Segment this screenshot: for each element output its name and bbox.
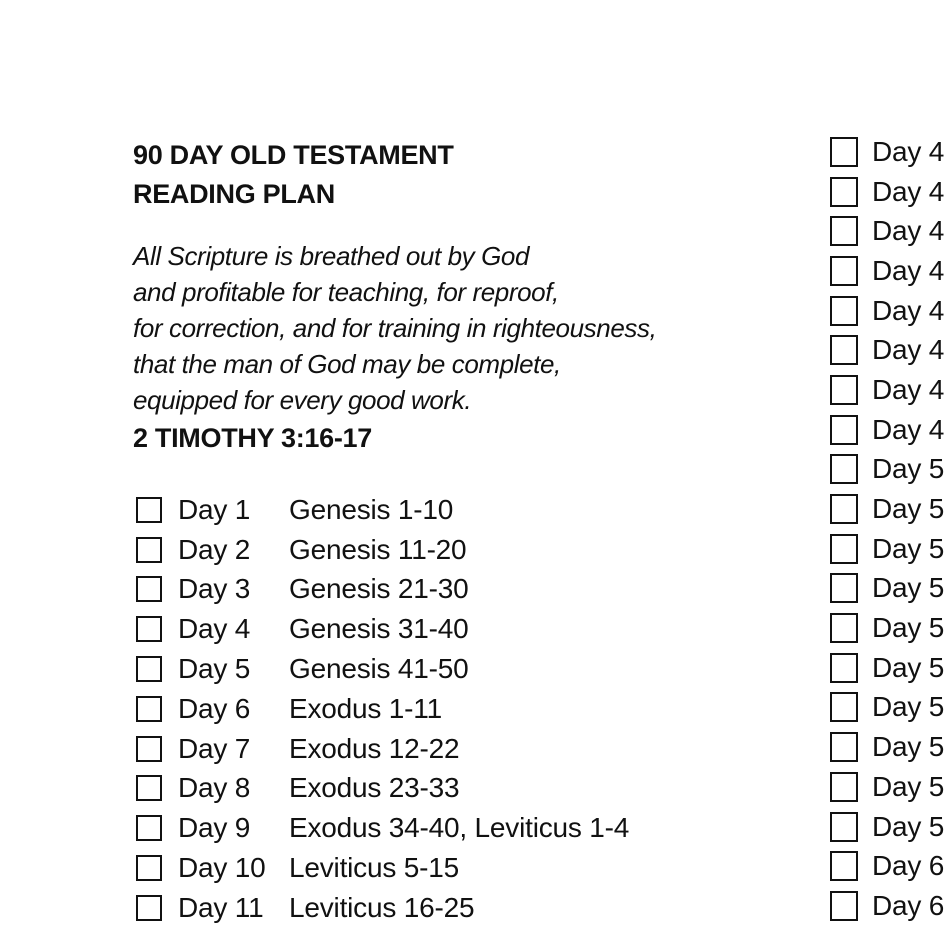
day-checkbox[interactable] bbox=[830, 772, 858, 802]
day-checkbox[interactable] bbox=[136, 616, 162, 642]
reading-text: Genesis 11-20 bbox=[289, 533, 467, 565]
reading-row bbox=[830, 172, 944, 212]
day-label: Day 6 bbox=[872, 889, 945, 921]
day-checkbox[interactable] bbox=[136, 497, 162, 523]
day-label: Day 4 bbox=[178, 613, 251, 645]
day-checkbox[interactable] bbox=[830, 415, 858, 445]
title-line-1: 90 DAY OLD TESTAMENT bbox=[133, 140, 454, 170]
reading-row bbox=[830, 688, 944, 728]
reading-row bbox=[830, 807, 944, 847]
day-label: Day 5 bbox=[872, 651, 945, 683]
scripture-verse bbox=[133, 238, 656, 418]
day-label: Day 5 bbox=[872, 493, 945, 525]
day-checkbox[interactable] bbox=[830, 256, 858, 286]
day-checkbox[interactable] bbox=[136, 656, 162, 682]
day-label: Day 6 bbox=[872, 850, 945, 882]
day-checkbox[interactable] bbox=[830, 137, 858, 167]
verse-line: that the man of God may be complete, bbox=[133, 349, 561, 379]
reading-text: Exodus 12-22 bbox=[289, 732, 460, 764]
reading-row bbox=[830, 251, 944, 291]
title-line-2: READING PLAN bbox=[133, 179, 335, 209]
reading-row bbox=[830, 211, 944, 251]
day-label: Day 4 bbox=[872, 334, 945, 366]
day-label: Day 3 bbox=[178, 573, 251, 605]
reading-row bbox=[830, 886, 944, 926]
reading-text: Genesis 21-30 bbox=[289, 573, 469, 605]
reading-row bbox=[136, 570, 629, 610]
day-checkbox[interactable] bbox=[830, 613, 858, 643]
verse-line: and profitable for teaching, for reproof, bbox=[133, 277, 559, 307]
reading-row bbox=[136, 609, 629, 649]
reading-text: Genesis 41-50 bbox=[289, 653, 469, 685]
day-label: Day 4 bbox=[872, 373, 945, 405]
day-checkbox[interactable] bbox=[830, 534, 858, 564]
day-checkbox[interactable] bbox=[136, 895, 162, 921]
day-label: Day 5 bbox=[872, 453, 945, 485]
reading-row bbox=[136, 689, 629, 729]
page-title bbox=[133, 136, 454, 214]
day-label: Day 5 bbox=[872, 572, 945, 604]
reading-row bbox=[830, 489, 944, 529]
reading-row bbox=[136, 848, 629, 888]
reading-text: Exodus 34-40, Leviticus 1-4 bbox=[289, 812, 630, 844]
day-label: Day 5 bbox=[872, 612, 945, 644]
day-checkbox[interactable] bbox=[830, 375, 858, 405]
day-checkbox[interactable] bbox=[830, 494, 858, 524]
verse-line: equipped for every good work. bbox=[133, 385, 472, 415]
day-checkbox[interactable] bbox=[830, 891, 858, 921]
day-checkbox[interactable] bbox=[830, 692, 858, 722]
day-checkbox[interactable] bbox=[830, 454, 858, 484]
reading-row bbox=[830, 132, 944, 172]
day-label: Day 5 bbox=[872, 532, 945, 564]
reading-list-right bbox=[830, 132, 944, 926]
day-label: Day 5 bbox=[872, 810, 945, 842]
reading-row bbox=[136, 888, 629, 928]
reading-row bbox=[830, 291, 944, 331]
day-label: Day 5 bbox=[178, 653, 251, 685]
day-checkbox[interactable] bbox=[830, 851, 858, 881]
reading-text: Exodus 23-33 bbox=[289, 772, 460, 804]
verse-line: for correction, and for training in righteousness, bbox=[133, 313, 657, 343]
reading-row bbox=[830, 648, 944, 688]
day-label: Day 4 bbox=[872, 135, 945, 167]
day-checkbox[interactable] bbox=[136, 815, 162, 841]
day-label: Day 2 bbox=[178, 533, 251, 565]
day-label: Day 10 bbox=[178, 852, 266, 884]
day-label: Day 11 bbox=[178, 891, 264, 923]
reading-text: Leviticus 16-25 bbox=[289, 891, 475, 923]
reading-row bbox=[830, 727, 944, 767]
day-checkbox[interactable] bbox=[830, 653, 858, 683]
reading-row bbox=[830, 767, 944, 807]
day-label: Day 7 bbox=[178, 732, 251, 764]
reading-row bbox=[136, 729, 629, 769]
reading-row bbox=[830, 529, 944, 569]
day-label: Day 1 bbox=[178, 493, 251, 525]
reading-text: Genesis 1-10 bbox=[289, 493, 454, 525]
day-checkbox[interactable] bbox=[830, 335, 858, 365]
day-checkbox[interactable] bbox=[830, 732, 858, 762]
day-checkbox[interactable] bbox=[136, 696, 162, 722]
day-label: Day 5 bbox=[872, 691, 945, 723]
reading-row bbox=[830, 410, 944, 450]
day-checkbox[interactable] bbox=[830, 216, 858, 246]
day-label: Day 8 bbox=[178, 772, 251, 804]
day-label: Day 5 bbox=[872, 731, 945, 763]
reading-text: Genesis 31-40 bbox=[289, 613, 469, 645]
day-label: Day 6 bbox=[178, 692, 251, 724]
reading-row bbox=[830, 450, 944, 490]
reading-list-left bbox=[136, 490, 629, 928]
day-checkbox[interactable] bbox=[830, 812, 858, 842]
day-label: Day 4 bbox=[872, 175, 945, 207]
reading-row bbox=[136, 808, 629, 848]
day-checkbox[interactable] bbox=[136, 537, 162, 563]
reading-row bbox=[830, 330, 944, 370]
day-label: Day 4 bbox=[872, 254, 945, 286]
day-checkbox[interactable] bbox=[830, 296, 858, 326]
reading-row bbox=[830, 370, 944, 410]
day-checkbox[interactable] bbox=[136, 775, 162, 801]
reading-text: Leviticus 5-15 bbox=[289, 852, 459, 884]
day-label: Day 4 bbox=[872, 413, 945, 445]
verse-reference: 2 TIMOTHY 3:16-17 bbox=[133, 423, 372, 453]
reading-row bbox=[830, 846, 944, 886]
reading-row bbox=[830, 608, 944, 648]
day-label: Day 5 bbox=[872, 770, 945, 802]
day-checkbox[interactable] bbox=[830, 573, 858, 603]
day-label: Day 9 bbox=[178, 812, 251, 844]
reading-row bbox=[136, 769, 629, 809]
day-label: Day 4 bbox=[872, 215, 945, 247]
day-checkbox[interactable] bbox=[136, 576, 162, 602]
verse-line: All Scripture is breathed out by God bbox=[133, 241, 530, 271]
reading-row bbox=[136, 490, 629, 530]
reading-row bbox=[136, 649, 629, 689]
reading-row bbox=[136, 530, 629, 570]
reading-row bbox=[830, 569, 944, 609]
day-checkbox[interactable] bbox=[136, 855, 162, 881]
day-checkbox[interactable] bbox=[830, 177, 858, 207]
day-label: Day 4 bbox=[872, 294, 945, 326]
day-checkbox[interactable] bbox=[136, 736, 162, 762]
reading-text: Exodus 1-11 bbox=[289, 692, 442, 724]
